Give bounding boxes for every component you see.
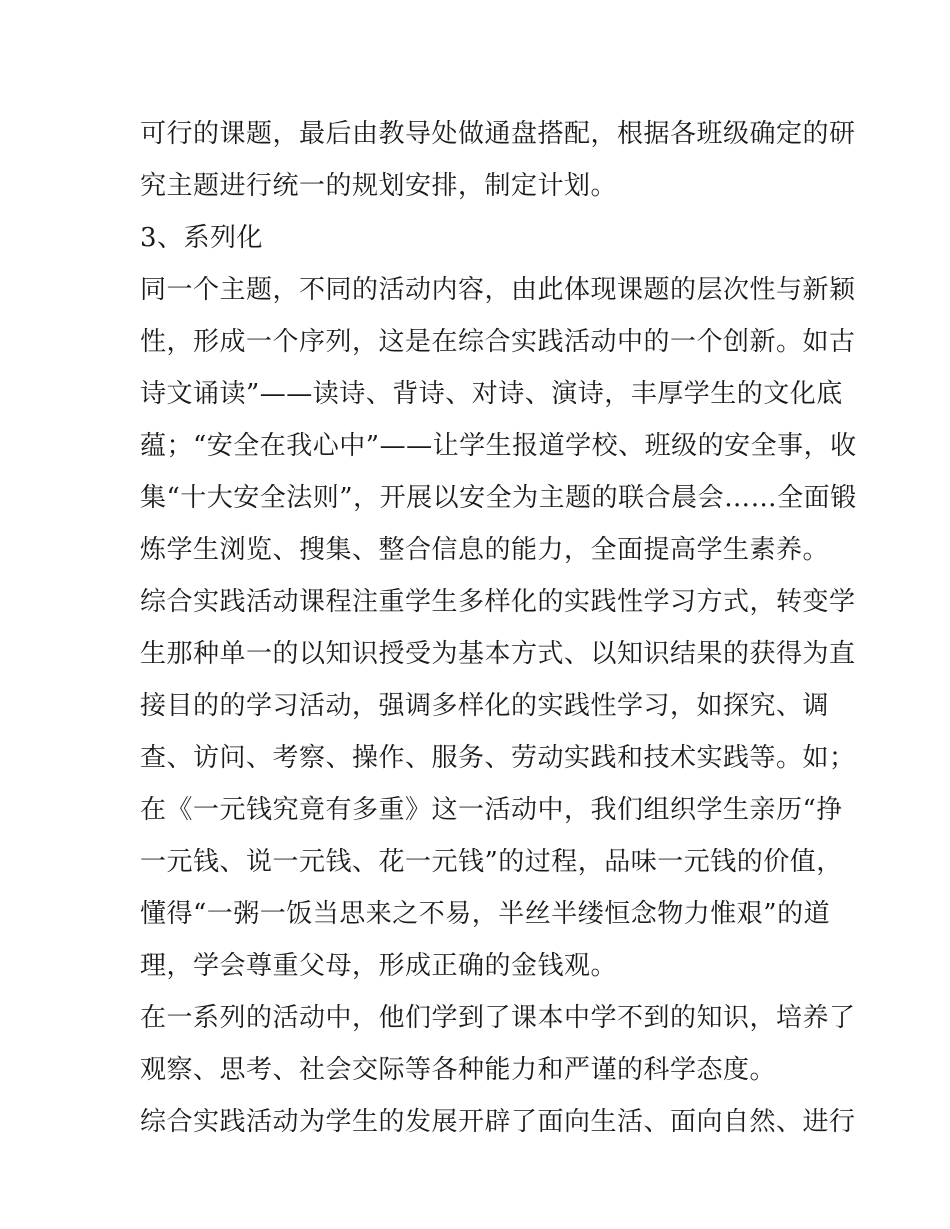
text-line: 生那种单一的以知识授受为基本方式、以知识结果的获得为直 (140, 639, 856, 669)
section-heading: 3、系列化 (140, 223, 264, 253)
text-line: 综合实践活动课程注重学生多样化的实践性学习方式，转变学 (140, 587, 856, 617)
text-line: 诗文诵读”——读诗、背诗、对诗、演诗，丰厚学生的文化底 (140, 379, 843, 409)
text-line: 查、访问、考察、操作、服务、劳动实践和技术实践等。如； (140, 743, 856, 773)
document-body (140, 108, 857, 1148)
text-line: 懂得“一粥一饭当思来之不易，半丝半缕恒念物力惟艰”的道 (140, 899, 831, 929)
text-line: 同一个主题，不同的活动内容，由此体现课题的层次性与新颖 (140, 275, 856, 305)
text-line: 一元钱、说一元钱、花一元钱”的过程，品味一元钱的价值， (140, 847, 843, 877)
text-line: 炼学生浏览、搜集、整合信息的能力，全面提高学生素养。 (140, 535, 830, 565)
text-line: 集“十大安全法则”，开展以安全为主题的联合晨会……全面锻 (140, 483, 857, 513)
text-line: 在《一元钱究竟有多重》这一活动中，我们组织学生亲历“挣 (140, 795, 843, 825)
text-line: 在一系列的活动中，他们学到了课本中学不到的知识，培养了 (140, 1003, 856, 1033)
text-line: 性，形成一个序列，这是在综合实践活动中的一个创新。如古 (140, 327, 856, 357)
text-line: 理，学会尊重父母，形成正确的金钱观。 (140, 951, 618, 981)
text-line: 蕴；“安全在我心中”——让学生报道学校、班级的安全事，收 (140, 431, 857, 461)
text-line: 接目的的学习活动，强调多样化的实践性学习，如探究、调 (140, 691, 830, 721)
text-line: 可行的课题，最后由教导处做通盘搭配，根据各班级确定的研 (140, 119, 856, 149)
text-line: 究主题进行统一的规划安排，制定计划。 (140, 171, 618, 201)
text-line: 综合实践活动为学生的发展开辟了面向生活、面向自然、进行 (140, 1107, 856, 1137)
text-line: 观察、思考、社会交际等各种能力和严谨的科学态度。 (140, 1055, 777, 1085)
